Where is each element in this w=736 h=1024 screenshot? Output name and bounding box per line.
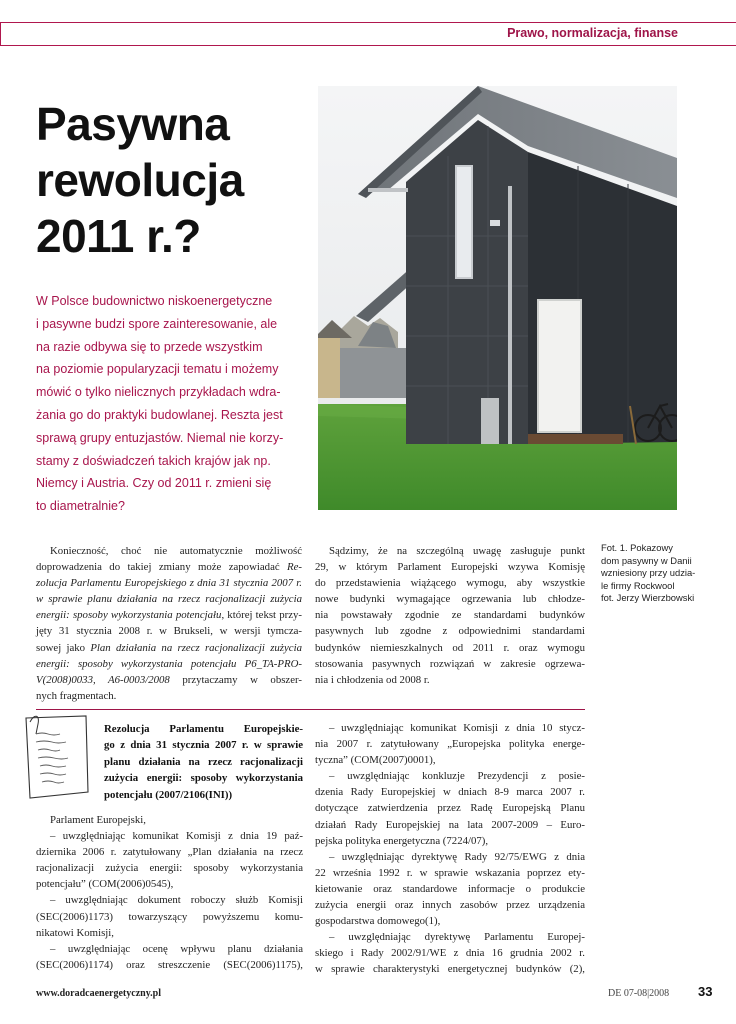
section-divider	[36, 709, 585, 710]
body-line: – uwzględniając dokument roboczy służb Komisji	[50, 894, 303, 907]
body-line	[36, 575, 302, 591]
body-italic: zolucja Parlamentu Europejskiego z dnia 31 stycznia 2007 r.	[36, 577, 302, 590]
body-line: dzenia Rady Europejskiej w dniach 8-9 marca 2007 r.	[315, 786, 585, 799]
body-line: (SEC(2006)1174) oraz streszczenie (SEC(2006)1175),	[36, 958, 303, 971]
article-lead	[36, 290, 298, 518]
caption-line: Fot. 1. Pokazowy	[601, 542, 673, 553]
body-italic: energii: sposoby wykorzystania potencjału P6_TA-PRO-	[36, 657, 302, 670]
caption-line: fot. Jerzy Wierzbowski	[601, 592, 695, 604]
heading-line: planu działania na rzecz racjonalizacji	[104, 755, 303, 768]
heading-line: Rezolucja Parlamentu Europejskie-	[104, 723, 303, 735]
body-line: dziernika 2006 r. zatytułowany „Plan działania na rzecz	[36, 846, 303, 859]
body-line: nikatowi Komisji,	[36, 926, 114, 939]
caption-line: le firmy Rockwool	[601, 579, 675, 591]
body-text: sowej jako	[36, 641, 91, 654]
lead-line: to diametralnie?	[36, 499, 125, 514]
body-line: stosowania pasywnych rozwiązań w zakresie ogrzewa-	[315, 657, 585, 670]
footer-url[interactable]: www.doradcaenergetyczny.pl	[36, 988, 161, 999]
body-line: – uwzględniając komunikat Komisji z dnia 10 stycz-	[329, 722, 585, 734]
heading-line: potencjału (2007/2106(INI))	[104, 788, 233, 801]
lead-line: Niemcy i Austria. Czy od 2011 r. zmieni się	[36, 476, 272, 491]
body-line: tyczna” (COM(2007)0001),	[315, 754, 436, 767]
body-line: zużycia energii oraz innych zasobów przez urządzenia	[315, 899, 585, 912]
article-title	[36, 96, 306, 264]
body-line: Sądzimy, że na szczególną uwagę zasługuje punkt	[329, 545, 585, 557]
body-line: nych fragmentach.	[36, 689, 117, 702]
body-line: nia i chłodzenia od 2008 r.	[315, 673, 430, 686]
body-line: potencjału” (COM(2006)0545),	[36, 878, 174, 891]
body-text: , której tekst przy-	[221, 609, 302, 622]
body-column-3	[36, 812, 303, 973]
body-line: 22 września 1992 r. w sprawie wskazania poprzez ety-	[315, 866, 585, 879]
lead-line: stamy z doświadczeń takich krajów jak np.	[36, 453, 271, 468]
document-note-icon	[16, 712, 96, 804]
body-italic: Plan działania na rzecz racjonalizacji zużycia	[90, 641, 302, 654]
body-line: jęty 31 stycznia 2008 r. w Brukseli, w wersji tymcza-	[36, 625, 302, 638]
body-text: doprowadzenia do takiej zmiany może zapowiadać	[36, 561, 288, 574]
body-line	[36, 672, 302, 688]
body-line: skiego i Rady 2002/91/WE z dnia 16 grudnia 2002 r.	[315, 947, 585, 960]
body-line: pejska polityka energetyczna (7224/07),	[315, 834, 489, 847]
body-line	[36, 591, 302, 607]
body-column-4	[315, 720, 585, 978]
house-photo	[318, 86, 677, 510]
caption-line: wzniesiony przy udzia-	[601, 567, 696, 579]
body-italic: energii: sposoby wykorzystania potencjału	[36, 609, 222, 622]
body-line: – uwzględniając konkluzje Prezydencji z posie-	[329, 770, 585, 783]
lead-line: sprawą grupy entuzjastów. Niemal nie korzy-	[36, 430, 284, 445]
title-line: 2011 r.?	[36, 210, 201, 262]
body-line: – uwzględniając ocenę wpływu planu działania	[50, 942, 303, 955]
body-line: gospodarstwa domowego(1),	[315, 915, 441, 928]
body-line: Parlament Europejski,	[50, 814, 146, 826]
body-line: – uwzględniając komunikat Komisji z dnia 19 paź-	[50, 830, 303, 843]
body-line: do przedstawienia wiążącego wymogu, aby wszystkie	[315, 577, 585, 590]
lead-line: żania go do praktyki budowlanej. Reszta jest	[36, 407, 283, 422]
photo-caption	[601, 542, 721, 605]
body-text: przytaczamy w obszer-	[169, 673, 302, 686]
body-line: Konieczność, choć nie automatycznie możliwość	[50, 545, 302, 557]
footer-issue: DE 07-08|2008	[608, 988, 670, 999]
body-line: nia powstawały zgodnie ze standardami budynków	[315, 609, 585, 622]
body-line	[36, 656, 302, 672]
heading-line: go z dnia 31 stycznia 2007 r. w sprawie	[104, 739, 303, 752]
body-line: nia 2007 r. zatytułowany „Europejska polityka energe-	[315, 738, 585, 751]
body-line: nowe budynki wymagające ogrzewania lub chłodze-	[315, 593, 585, 606]
body-line	[36, 640, 302, 656]
caption-line: dom pasywny w Danii	[601, 554, 692, 566]
body-line: w sprawie charakterystyki energetycznej budynków (2),	[315, 963, 585, 976]
body-line: (SEC(2006)1173) towarzyszący powyższemu komu-	[36, 910, 303, 923]
body-line: racjonalizacji zużycia energii: sposoby wykorzystania	[36, 862, 303, 875]
title-line: rewolucja	[36, 154, 244, 206]
body-italic: w sprawie planu działania na rzecz racjonalizacji zużycia	[36, 593, 302, 606]
heading-line: zużycia energii: sposoby wykorzystania	[104, 772, 303, 785]
body-line: 29, w którym Parlament Europejski wzywa Komisję	[315, 561, 585, 574]
lead-line: W Polsce budownictwo niskoenergetyczne	[36, 294, 273, 308]
body-line: – uwzględniając dyrektywę Rady 92/75/EWG z dnia	[329, 850, 585, 863]
lead-line: i pasywne budzi spore zainteresowanie, ale	[36, 316, 278, 331]
section-label: Prawo, normalizacja, finanse	[507, 26, 678, 40]
lead-line: na poziomie popularyzacji tematu i możemy	[36, 362, 279, 377]
lead-line: mówić o tylko nielicznych przykładach wdra-	[36, 385, 281, 400]
body-line: kietowanie oraz standardowe informacje o produkcie	[315, 882, 585, 895]
body-line: działań Rady Europejskiej na lata 2007-2009 – Euro-	[315, 818, 585, 831]
body-line: dotyczące zatwierdzenia przez Radę Europejską Planu	[315, 802, 585, 815]
body-column-1	[36, 543, 302, 704]
body-line: – uwzględniając dyrektywę Parlamentu Europej-	[329, 931, 585, 944]
body-line	[36, 607, 302, 623]
lead-line: na razie odbywa się to przede wszystkim	[36, 339, 263, 354]
body-line: pasywnych lub zgodne z odpowiednimi standardami	[315, 625, 585, 638]
title-line: Pasywna	[36, 98, 230, 150]
page-number: 33	[698, 984, 713, 999]
body-line: budynków niemieszkalnych od 2011 r. oraz wymogu	[315, 641, 585, 654]
body-line	[36, 559, 302, 575]
body-italic: Re-	[287, 561, 302, 574]
body-column-2	[315, 543, 585, 688]
resolution-heading	[104, 721, 303, 803]
body-italic: V(2008)0033, A6-0003/2008	[36, 673, 170, 686]
